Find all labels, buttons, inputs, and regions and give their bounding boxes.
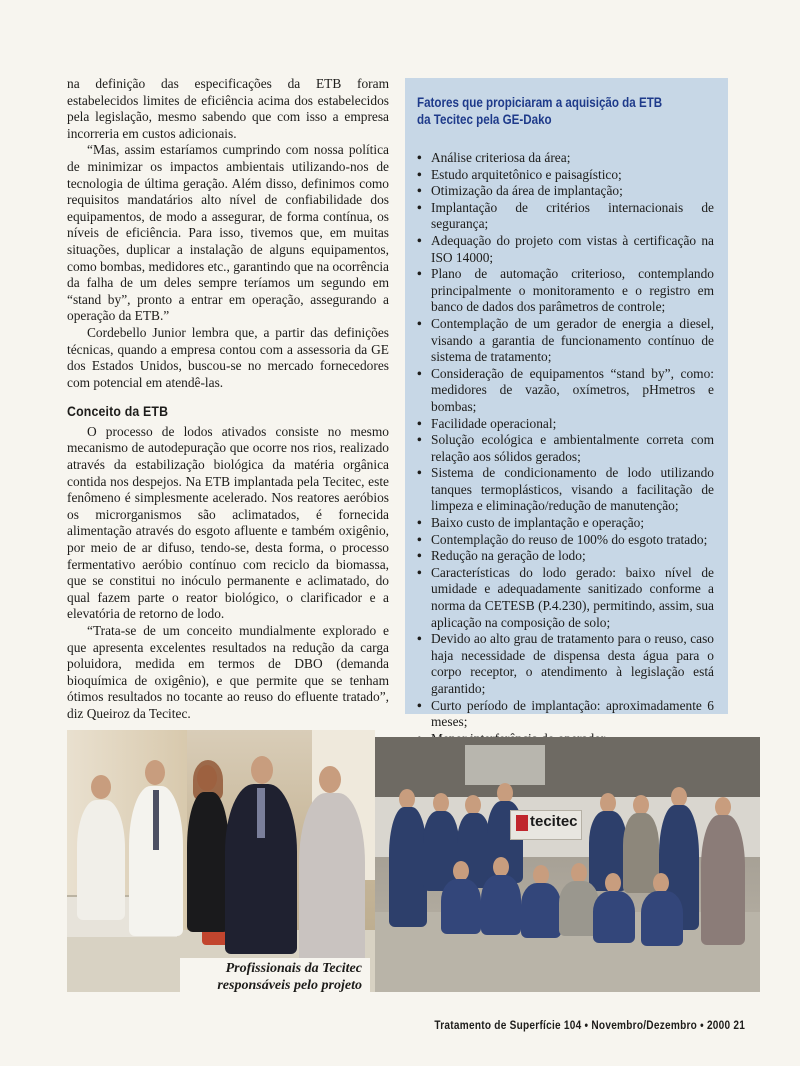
caption-line: responsáveis pelo projeto bbox=[217, 978, 362, 993]
tecitec-banner-text: tecitec bbox=[530, 813, 578, 830]
bullet-icon: • bbox=[417, 432, 422, 448]
factor-item bbox=[417, 416, 714, 433]
factors-list bbox=[417, 150, 714, 747]
factor-item bbox=[417, 631, 714, 697]
photo-caption bbox=[180, 958, 370, 997]
page-footer: Tratamento de Superfície 104 • Novembro/Dezembro • 2000 21 bbox=[434, 1018, 746, 1032]
bullet-icon: • bbox=[417, 415, 422, 431]
section-heading: Conceito da ETB bbox=[67, 403, 169, 420]
tecitec-logo-icon bbox=[516, 815, 528, 831]
bullet-icon: • bbox=[417, 564, 422, 580]
factor-item-text: Adequação do projeto com vistas à certificação na ISO 14000; bbox=[431, 232, 714, 265]
article-paragraph: “Mas, assim estaríamos cumprindo com nossa política de minimizar os impactos ambientais utilizando-nos de tecnologia de última geração. Além disso, definimos como requisitos mandatários alto nível de confiabilidade dos equipamentos, de modo a assegurar, de forma contínua, os níveis de eficiência. Para isso, tivemos que, em muitas situações, duplicar a instalação de alguns equipamentos, como bombas, medidores etc., garantindo que na ocorrência da falha de um deles sempre teríamos um segundo em “stand by”, pronto a entrar em operação, assegurando a operação da ETB.” bbox=[67, 142, 390, 324]
article-paragraph: na definição das especificações da ETB foram estabelecidos limites de eficiência acima dos estabelecidos pela legislação, mesmo sabendo que com isso a empresa incorreria em custos adicionais. bbox=[67, 76, 389, 141]
bullet-icon: • bbox=[417, 465, 422, 481]
factor-item-text: Facilidade operacional; bbox=[431, 415, 557, 431]
factor-item bbox=[417, 150, 714, 167]
factors-sidebar bbox=[405, 78, 728, 730]
article-paragraph: Cordebello Junior lembra que, a partir das definições técnicas, quando a empresa contou com a assessoria da GE dos Estados Unidos, buscou-se no mercado fornecedores com potencial em atendê-las. bbox=[67, 324, 389, 390]
factor-item bbox=[417, 432, 714, 465]
bullet-icon: • bbox=[417, 697, 422, 713]
sidebar-title-line: da Tecitec pela GE-Dako bbox=[417, 112, 552, 127]
factor-item bbox=[417, 515, 714, 532]
bullet-icon: • bbox=[417, 166, 422, 182]
sidebar-title-line: Fatores que propiciaram a aquisição da ETB bbox=[417, 95, 663, 110]
bullet-icon: • bbox=[417, 183, 422, 199]
factor-item bbox=[417, 532, 714, 549]
bullet-icon: • bbox=[417, 531, 422, 547]
factor-item bbox=[417, 366, 714, 416]
factor-item-text: Devido ao alto grau de tratamento para o reuso, caso haja necessidade de dispensa desta água para o corpo receptor, o atendimento à legislação está garantido; bbox=[431, 631, 714, 696]
factor-item bbox=[417, 698, 714, 731]
bullet-icon: • bbox=[417, 232, 422, 248]
article-paragraph: “Trata-se de um conceito mundialmente explorado e que apresenta excelentes resultados na redução da carga poluidora, medida em termos de DBO (demanda bioquímica de oxigênio), e que permite que se tenham ótimos resultados no tocante ao reuso do efluente tratado”, diz Queiroz da Tecitec. bbox=[67, 623, 389, 721]
factor-item bbox=[417, 233, 714, 266]
factor-item bbox=[417, 565, 714, 631]
factor-item bbox=[417, 167, 714, 184]
factor-item bbox=[417, 548, 714, 565]
factor-item bbox=[417, 266, 714, 316]
factor-item-text: Consideração de equipamentos “stand by”, como: medidores de vazão, oxímetros, pHmetros e bombas; bbox=[431, 365, 714, 414]
bullet-icon: • bbox=[417, 365, 422, 381]
article-paragraph: O processo de lodos ativados consiste no mesmo mecanismo de autodepuração que ocorre nos rios, realizado através da estabilização biológica da matéria orgânica contida nos despejos. Na ETB implantada pela Tecitec, este fenômeno é simplesmente acelerado. Nos reatores aeróbios os microrganismos são aclimatados, é fornecida alimentação através do esgoto afluente e também oxigênio, por meio de ar difuso, tendo-se, desta forma, o processo fermentativo aeróbio contínuo com reciclo da biomassa, que se constitui no inóculo permanente e aclimatado, do qual fazem parte o reator biológico, o clarificador e a elevatória de retorno de lodo. bbox=[67, 423, 389, 622]
bullet-icon: • bbox=[417, 515, 422, 531]
bullet-icon: • bbox=[417, 548, 422, 564]
sidebar-title bbox=[417, 94, 672, 128]
team-photo-left bbox=[67, 730, 375, 992]
bullet-icon: • bbox=[417, 199, 422, 215]
factor-item-text: Implantação de critérios internacionais de segurança; bbox=[431, 199, 714, 232]
caption-line: Profissionais da Tecitec bbox=[225, 961, 362, 976]
factor-item bbox=[417, 200, 714, 233]
bullet-icon: • bbox=[417, 631, 422, 647]
factor-item-text: Análise criteriosa da área; bbox=[431, 150, 571, 165]
team-photo-right bbox=[375, 737, 760, 992]
factor-item bbox=[417, 316, 714, 366]
factor-item bbox=[417, 465, 714, 515]
factor-item-text: Contemplação de um gerador de energia a diesel, visando a garantia de funcionamento contínuo de sistema de tratamento; bbox=[431, 315, 714, 365]
article-left-column bbox=[67, 76, 389, 723]
bullet-icon: • bbox=[417, 266, 422, 282]
factor-item-text: Sistema de condicionamento de lodo utilizando tanques termoplásticos, visando a facilitação de limpeza e eliminação/redução de manutenção; bbox=[431, 465, 714, 514]
factor-item-text: Solução ecológica e ambientalmente correta com relação aos sólidos gerados; bbox=[431, 432, 714, 464]
factor-item-text: Baixo custo de implantação e operação; bbox=[431, 515, 645, 531]
factor-item-text: Plano de automação criterioso, contemplando principalmente o monitoramento e o registro em banco de dados dos parâmetros de controle; bbox=[431, 266, 714, 315]
factor-item-text: Curto período de implantação: aproximadamente 6 meses; bbox=[431, 697, 714, 730]
factor-item-text: Características do lodo gerado: baixo nível de umidade e adequadamente sanitizado conforme a norma da CETESB (P.4.230), permitindo, assim, sua aplicação na composição de solo; bbox=[431, 564, 714, 630]
factor-item-text: Otimização da área de implantação; bbox=[431, 183, 623, 199]
factor-item-text: Redução na geração de lodo; bbox=[431, 548, 586, 564]
factor-item-text: Estudo arquitetônico e paisagístico; bbox=[431, 166, 622, 182]
factor-item-text: Contemplação do reuso de 100% do esgoto tratado; bbox=[431, 531, 708, 547]
bullet-icon: • bbox=[417, 315, 422, 331]
bullet-icon: • bbox=[417, 150, 422, 165]
factor-item bbox=[417, 183, 714, 200]
